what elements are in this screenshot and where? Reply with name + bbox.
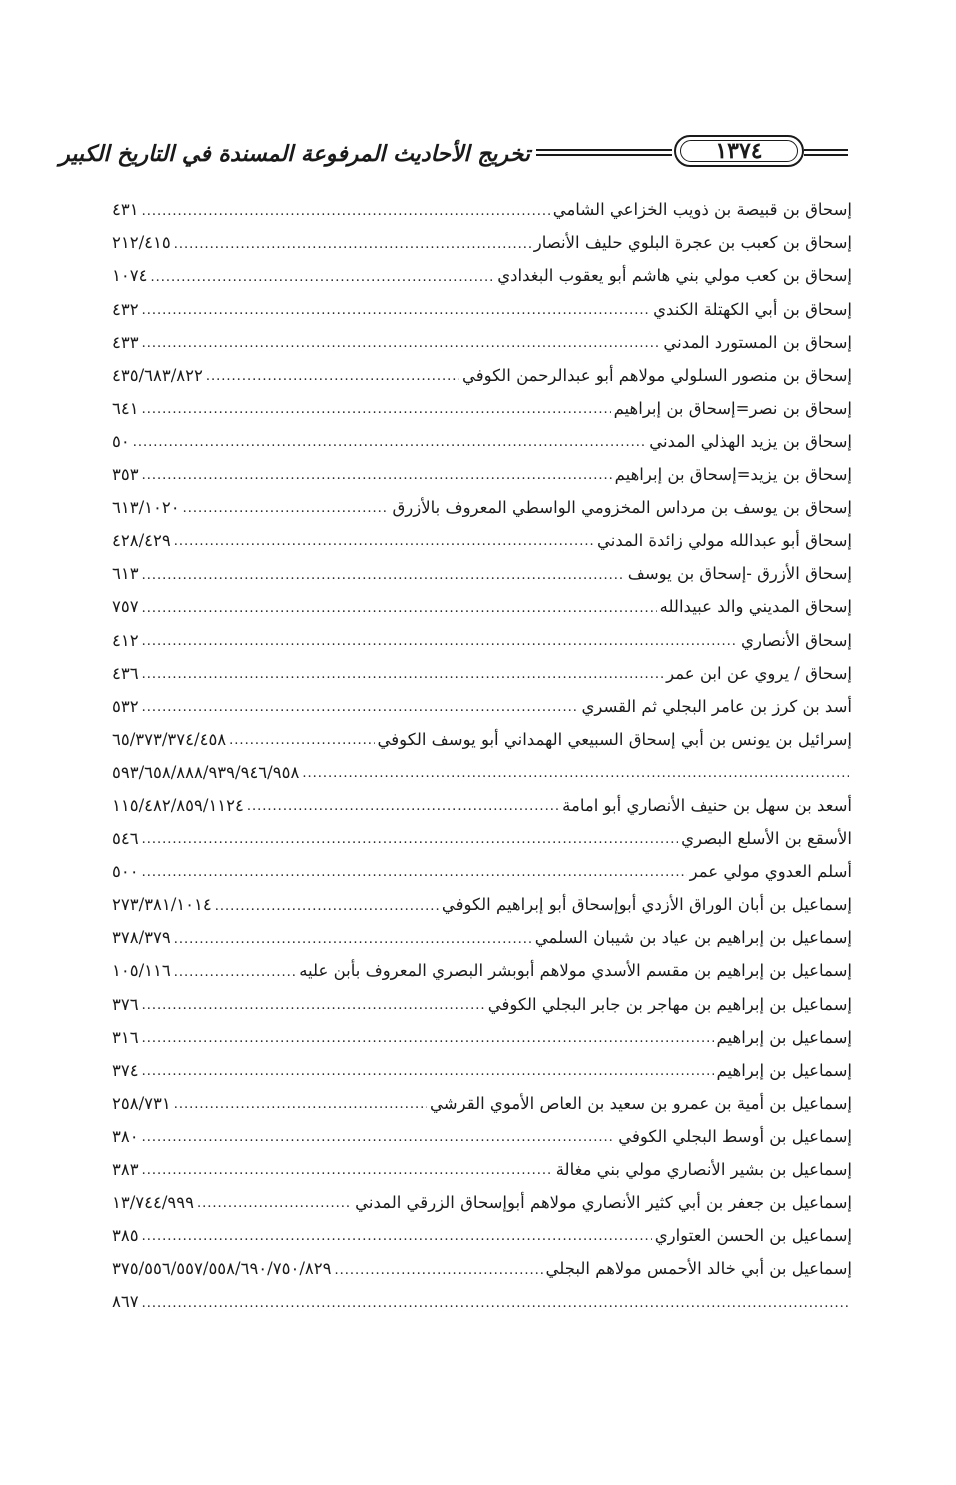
entry-name: إسماعيل بن إبراهيم: [716, 1027, 852, 1047]
entry-pages: ٣٨٣: [112, 1160, 139, 1180]
index-entry: [112, 955, 852, 988]
index-entry: [112, 1021, 852, 1054]
dot-leader: [142, 566, 625, 584]
entry-name: أسعد بن سهل بن حنيف الأنصاري أبو امامة: [562, 795, 852, 815]
entry-pages: ٦٤١: [112, 398, 139, 418]
entry-name: إسماعيل بن بشير الأنصاري مولي بني مغالة: [555, 1160, 852, 1180]
entry-pages: ٣٧٦: [112, 994, 139, 1014]
dot-leader: [142, 665, 664, 683]
entry-pages: ٥٤٦: [112, 829, 139, 849]
entry-pages: ١٠٧٤: [112, 266, 148, 286]
entry-pages: ٦١٣: [112, 564, 139, 584]
entry-pages: ٣٧٤: [112, 1060, 139, 1080]
dot-leader: [174, 532, 594, 550]
entry-name: إسماعيل بن أبي خالد الأحمس مولاهم البجلي: [545, 1259, 852, 1279]
index-entry: [112, 558, 852, 591]
entry-pages: ٦١٣/١٠٢٠: [112, 498, 180, 518]
entry-pages: ٤١٢: [112, 630, 139, 650]
index-entry: [112, 724, 852, 757]
dot-leader: [142, 1062, 714, 1080]
dot-leader: [142, 466, 612, 484]
entry-name: إسحاق / يروي عن ابن عمر: [666, 663, 852, 683]
entry-name: إسماعيل بن إبراهيم بن عياد بن شيبان السلمي: [534, 928, 852, 948]
entry-pages: ٥٣٢: [112, 696, 139, 716]
dot-leader: [142, 632, 738, 650]
index-entry: [112, 922, 852, 955]
index-entry: [112, 1253, 852, 1286]
dot-leader: [142, 301, 651, 319]
index-entry: [112, 1154, 852, 1187]
index-entry: [112, 326, 852, 359]
page-number: ١٣٧٤: [715, 138, 763, 164]
entry-pages: ٤٣٣: [112, 332, 139, 352]
index-entry: [112, 426, 852, 459]
dot-leader: [302, 764, 849, 782]
index-entry: [112, 492, 852, 525]
entry-pages: ٥٠: [112, 431, 130, 451]
entry-pages: ٧٥٧: [112, 597, 139, 617]
index-entry: [112, 1088, 852, 1121]
index-entry: [112, 657, 852, 690]
entry-name: أسلم العدوي مولي عمر: [689, 862, 852, 882]
entry-name: إسحاق بن أبي الكهتلة الكندي: [653, 299, 852, 319]
entry-pages: ٤٣٥/٦٨٣/٨٢٢: [112, 365, 203, 385]
entry-pages: ٢١٢/٤١٥: [112, 233, 171, 253]
dot-leader: [133, 433, 646, 451]
dot-leader: [206, 367, 459, 385]
dot-leader: [142, 698, 579, 716]
entry-pages: ٣١٦: [112, 1027, 139, 1047]
dot-leader: [142, 400, 611, 418]
entry-name: إسحاق بن يزيد=إسحاق بن إبراهيم: [614, 465, 852, 485]
dot-leader: [174, 930, 532, 948]
index-entry: [112, 823, 852, 856]
dot-leader: [229, 731, 374, 749]
index-entry: [112, 1286, 852, 1319]
entry-pages: ٣٨٠: [112, 1126, 139, 1146]
dot-leader: [174, 1095, 427, 1113]
entry-name: إسحاق الأزرق -إسحاق بن يوسف: [627, 564, 852, 584]
entry-pages: ٢٧٣/٣٨١/١٠١٤: [112, 895, 212, 915]
index-entry: [112, 194, 852, 227]
entry-name: الأسقع بن الأسلع البصري: [681, 829, 852, 849]
index-entry: [112, 393, 852, 426]
entry-name: إسحاق الأنصاري: [741, 630, 852, 650]
entry-name: إسحاق المديني والد عبيدالله: [659, 597, 852, 617]
entry-pages: ٣٨٥: [112, 1226, 139, 1246]
dot-leader: [215, 897, 439, 915]
index-entry: [112, 624, 852, 657]
dot-leader: [183, 499, 390, 517]
entry-name: إسماعيل بن إبراهيم بن مهاجر بن جابر البجلي الكوفي: [487, 994, 852, 1014]
dot-leader: [142, 830, 679, 848]
index-entry: [112, 889, 852, 922]
dot-leader: [174, 235, 531, 253]
page-number-badge: [674, 135, 804, 167]
dot-leader: [174, 963, 296, 981]
entry-name: إسماعيل بن أمية بن عمرو بن سعيد بن العاص الأموي القرشي: [430, 1093, 852, 1113]
dot-leader: [142, 863, 687, 881]
dot-leader: [142, 202, 550, 220]
page-title: تخريج الأحاديث المرفوعة المسندة في التاريخ الكبير: [59, 141, 530, 167]
index-entry: [112, 1220, 852, 1253]
entry-pages: ١٠٥/١١٦: [112, 961, 171, 981]
index-entry: [112, 260, 852, 293]
entry-name: إسحاق بن قبيصة بن ذويب الخزاعي الشامي: [552, 200, 852, 220]
index-entry: [112, 988, 852, 1021]
entry-pages: ٥٠٠: [112, 862, 139, 882]
index-entry: [112, 790, 852, 823]
entry-pages: ٤٣٢: [112, 299, 139, 319]
entry-pages: ٣٧٥/٥٥٦/٥٥٧/٥٥٨/٦٩٠/٧٥٠/٨٢٩: [112, 1259, 332, 1279]
entry-pages: ٤٣١: [112, 200, 139, 220]
entry-name: أسد بن كرز بن عامر البجلي ثم القسري: [581, 696, 852, 716]
index-entry: [112, 293, 852, 326]
index-list: [112, 194, 852, 1319]
dot-leader: [142, 1227, 652, 1245]
dot-leader: [142, 334, 661, 352]
index-entry: [112, 227, 852, 260]
index-entry: [112, 525, 852, 558]
entry-name: إسرائيل بن يونس بن أبي إسحاق السبيعي الهمداني أبو يوسف الكوفي: [377, 729, 852, 749]
dot-leader: [334, 1261, 542, 1279]
index-entry: [112, 359, 852, 392]
entry-name: إسحاق أبو عبدالله مولي زائدة المدني: [597, 531, 852, 551]
entry-pages: ٤٢٨/٤٢٩: [112, 531, 171, 551]
dot-leader: [142, 599, 657, 617]
entry-name: إسماعيل بن جعفر بن أبي كثير الأنصاري مولاهم أبوإسحاق الزرقي المدني: [355, 1193, 852, 1213]
index-entry: [112, 1121, 852, 1154]
entry-pages: ٥٩٣/٦٥٨/٨٨٨/٩٣٩/٩٤٦/٩٥٨: [112, 762, 300, 782]
entry-name: إسحاق بن يوسف بن مرداس المخزومي الواسطي المعروف بالأزرق: [392, 498, 852, 518]
dot-leader: [142, 1128, 616, 1146]
entry-name: إسماعيل بن أوسط البجلي الكوفي: [618, 1126, 852, 1146]
index-entry: [112, 591, 852, 624]
dot-leader: [142, 1161, 553, 1179]
entry-name: إسحاق بن كعب مولي بني هاشم أبو يعقوب البغدادي: [497, 266, 852, 286]
index-entry: [112, 856, 852, 889]
entry-pages: ٣٧٨/٣٧٩: [112, 928, 171, 948]
index-entry: [112, 1054, 852, 1087]
entry-pages: ٦٥/٣٧٣/٣٧٤/٤٥٨: [112, 729, 227, 749]
index-entry: [112, 757, 852, 790]
entry-name: إسحاق بن كعبب بن عجرة البلوي حليف الأنصار: [533, 233, 852, 253]
index-entry: [112, 1187, 852, 1220]
dot-leader: [197, 1194, 352, 1212]
entry-name: إسحاق بن منصور السلولي مولاهم أبو عبدالرحمن الكوفي: [461, 365, 852, 385]
entry-pages: ١٣/٧٤٤/٩٩٩: [112, 1193, 195, 1213]
dot-leader: [142, 1294, 849, 1312]
header-rule-middle: [536, 149, 672, 156]
dot-leader: [142, 996, 485, 1014]
entry-name: إسماعيل بن أبان الوراق الأزدي أبوإسحاق أبو إبراهيم الكوفي: [441, 895, 852, 915]
entry-pages: ٨٦٧: [112, 1292, 139, 1312]
entry-name: إسماعيل بن إبراهيم: [716, 1060, 852, 1080]
index-entry: [112, 459, 852, 492]
entry-name: إسحاق بن نصر=إسحاق بن إبراهيم: [613, 398, 852, 418]
entry-name: إسماعيل بن إبراهيم بن مقسم الأسدي مولاهم أبوبشر البصري المعروف بأبن عليه: [299, 961, 852, 981]
header-rule-right: [804, 149, 848, 156]
entry-pages: ٤٣٦: [112, 663, 139, 683]
dot-leader: [150, 268, 494, 286]
dot-leader: [142, 1029, 714, 1047]
entry-pages: ٢٥٨/٧٣١: [112, 1093, 171, 1113]
entry-pages: ٣٥٣: [112, 465, 139, 485]
entry-name: إسماعيل بن الحسن العتواري: [654, 1226, 852, 1246]
page-header: [59, 134, 848, 174]
entry-pages: ١١٥/٤٨٢/٨٥٩/١١٢٤: [112, 795, 244, 815]
dot-leader: [247, 797, 559, 815]
entry-name: إسحاق بن المستورد المدني: [663, 332, 852, 352]
index-entry: [112, 690, 852, 723]
entry-name: إسحاق بن يزيد الهذلي المدني: [649, 431, 852, 451]
